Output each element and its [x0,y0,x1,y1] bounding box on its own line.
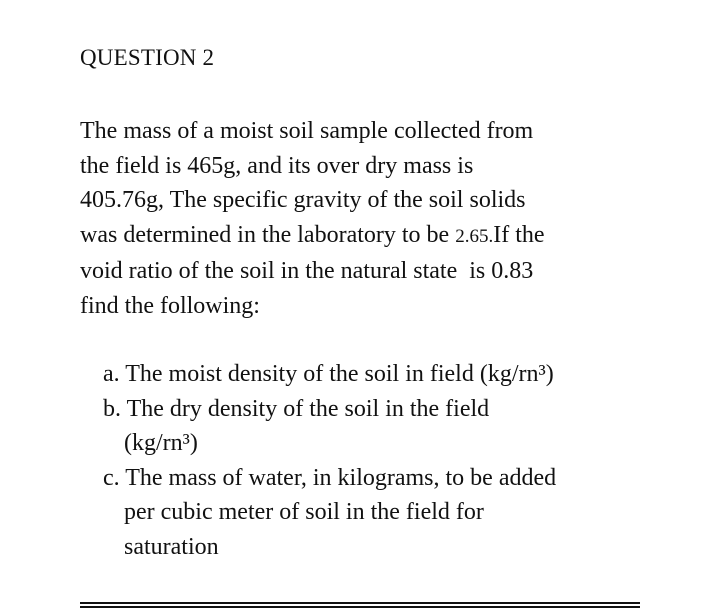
question-parts-list [103,357,556,564]
paragraph-line: the field is 465g, and its over dry mass is [80,152,474,179]
specific-gravity-value: 2.65. [455,225,494,247]
question-part-a: a. The moist density of the soil in field (kg/rn³) [103,361,554,387]
question-paragraph [80,114,545,323]
paragraph-line [80,218,545,255]
paragraph-line: find the following: [80,292,260,319]
question-heading: QUESTION 2 [80,45,215,70]
question-part-b: b. The dry density of the soil in the field [103,395,490,422]
bottom-divider [80,606,640,608]
bottom-divider [80,602,640,604]
paragraph-text: If the [493,221,545,248]
question-part-c: c. The mass of water, in kilograms, to be added [103,464,557,491]
paragraph-line: The mass of a moist soil sample collected from [80,118,534,144]
paragraph-line: void ratio of the soil in the natural state is 0.83 [80,258,534,284]
question-part-c-continued: per cubic meter of soil in the field for [124,499,484,525]
question-part-c-continued: saturation [124,533,219,560]
paragraph-line: 405.76g, The specific gravity of the soil solids [80,187,526,213]
question-part-b-continued: (kg/rn³) [124,430,198,456]
paragraph-text: was determined in the laboratory to be [80,221,456,248]
